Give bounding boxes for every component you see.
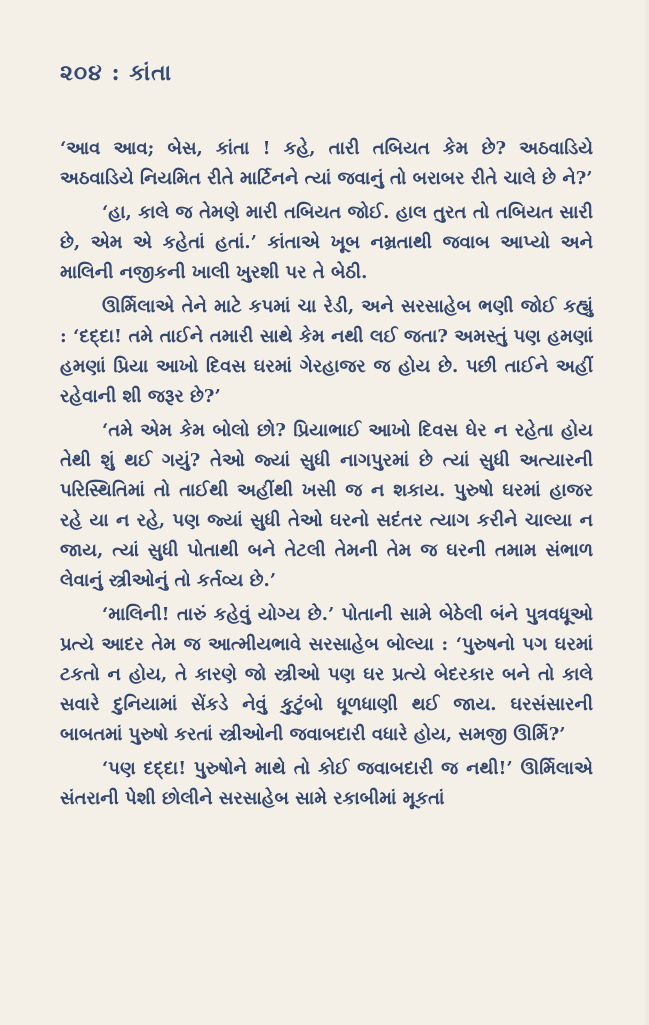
page-header: ૨૦૪ : કાંતા <box>60 60 173 86</box>
paragraph: ‘માલિની! તારું કહેવું યોગ્ય છે.’ પોતાની સામે બેઠેલી બંને પુત્રવધૂઓ પ્રત્યે આદર તેમ જ આત્મીયભાવે સરસાહેબ બોલ્યા : ‘પુરુષનો પગ ઘરમાં ટકતો ન હોય, તે કારણે જો સ્ત્રીઓ પણ ઘર પ્રત્યે બેદરકાર બને તો કાલે સવારે દુનિયામાં સેંકડે નેવું કુટુંબો ધૂળધાણી થઈ જાય. ઘરસંસારની બાબતમાં પુરુષો કરતાં સ્ત્રીઓની જવાબદારી વધારે હોય, સમજી ઊર્મિ?’ <box>60 604 593 745</box>
paragraph: ‘હા, કાલે જ તેમણે મારી તબિયત જોઈ. હાલ તુરત તો તબિયત સારી છે, એમ એ કહેતાં હતાં.’ કાંતાએ ખૂબ નમ્રતાથી જવાબ આપ્યો અને માલિની નજીકની ખાલી ખુરશી પર તે બેઠી. <box>60 202 593 283</box>
paragraph: ‘પણ દદ્દા! પુરુષોને માથે તો કોઈ જવાબદારી જ નથી!’ ઊર્મિલાએ સંતરાની પેશી છોલીને સરસાહેબ સામે રકાબીમાં મૂકતાં <box>60 758 593 809</box>
page-edge-shadow <box>643 0 649 1025</box>
paragraph: ‘આવ આવ; બેસ, કાંતા ! કહે, તારી તબિયત કેમ છે? અઠવાડિયે અઠવાડિયે નિયમિત રીતે માર્ટિનને ત્યાં જવાનું તો બરાબર રીતે ચાલે છે ને?’ <box>60 138 593 189</box>
paragraph: ‘તમે એમ કેમ બોલો છો? પ્રિયાભાઈ આખો દિવસ ઘેર ન રહેતા હોય તેથી શું થઈ ગયું? તેઓ જ્યાં સુધી નાગપુરમાં છે ત્યાં સુધી અત્યારની પરિસ્થિતિમાં તો તાઈથી અહીંથી ખસી જ ન શકાય. પુરુષો ઘરમાં હાજર રહે યા ન રહે, પણ જ્યાં સુધી તેઓ ઘરનો સદંતર ત્યાગ કરીને ચાલ્યા ન જાય, ત્યાં સુધી પોતાથી બને તેટલી તેમની તેમ જ ઘરની તમામ સંભાળ લેવાનું સ્ત્રીઓનું તો કર્તવ્ય છે.’ <box>60 420 593 591</box>
paragraph: ઊર્મિલાએ તેને માટે કપમાં ચા રેડી, અને સરસાહેબ ભણી જોઈ કહ્યું : ‘દદ્દા! તમે તાઈને તમારી સાથે કેમ નથી લઈ જતા? અમસ્તું પણ હમણાં હમણાં પ્રિયા આખો દિવસ ઘરમાં ગેરહાજર જ હોય છે. પછી તાઈને અહીં રહેવાની શી જરૂર છે?’ <box>60 296 593 407</box>
